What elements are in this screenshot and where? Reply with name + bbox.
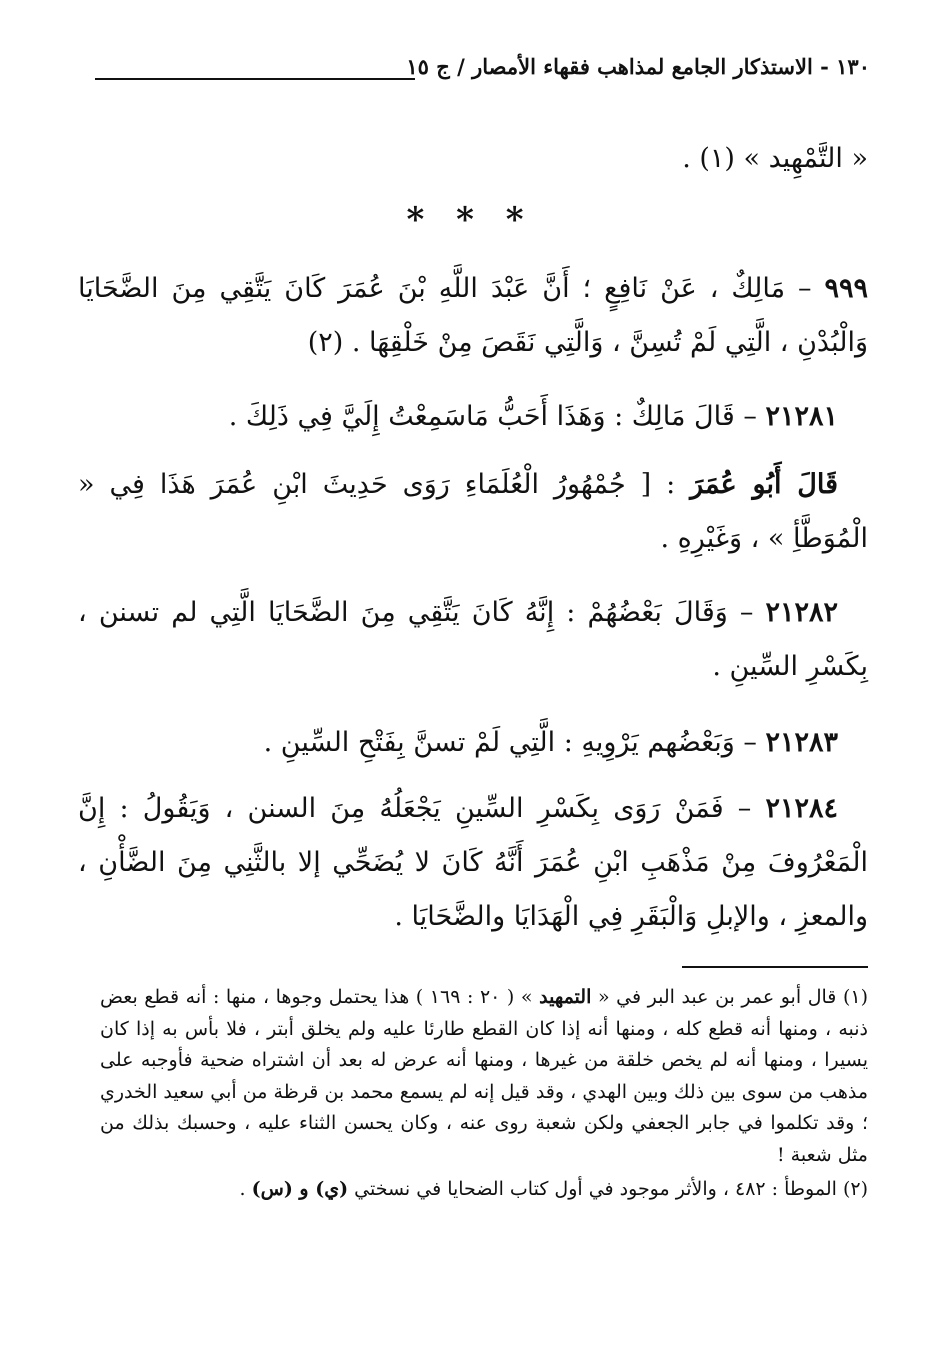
page-header <box>95 54 870 100</box>
paragraph-text: – وَبَعْضُهم يَرْوِيهِ : الَّتِي لَمْ تسنَّ بِفَتْحِ السِّينِ . <box>263 727 757 758</box>
continuation-line: « التَّمْهِيد » (١) . <box>682 143 868 174</box>
footnote-marker: (٢) <box>842 1178 868 1200</box>
paragraph-abu-umar <box>78 458 868 566</box>
footnote-1: (١) قال أبو عمر بن عبد البر في « التمهيد » ( ٢٠ : ١٦٩ ) هذا يحتمل وجوها ، منها : أنه قطع بعض ذنبه ، ومنها أنه قطع كله ، ومنها أنه إذا كان القطع طارئا عليه ولم يخلق أبتر ، فلا بأس به إذا كان يسيرا ، ومنها أنه لم يخص خلقة من غيرها ، ومنها أنه عرض له بعد أن اشتراه ضحية فأوجبه على مذهب من سوى بين ذلك وبين الهدي ، وقد قيل إنه لم يسمع محمد بن قرظة من أبي سعيد الخدري ؛ وقد تكلموا في جابر الجعفي ولكن شعبة روى عنه ، وكان يحسن الثناء عليه ، وحسبك بذلك من مثل شعبة ! <box>100 986 869 1166</box>
section-separator: * * * <box>406 200 534 240</box>
page-number: ١٣٠ <box>836 54 870 79</box>
speaker-lead: قَالَ أَبُو عُمَرَ <box>690 469 838 500</box>
paragraph-number: ٢١٢٨٤ <box>765 793 838 824</box>
footnote-marker: (١) <box>842 986 869 1008</box>
footnote-rule <box>682 966 868 968</box>
paragraph-21282 <box>78 586 868 694</box>
paragraph-text: – قَالَ مَالِكٌ : وَهَذَا أَحَبُّ مَاسَمِعْتُ إِلَيَّ فِي ذَلِكَ . <box>228 401 757 432</box>
footnote-2: (٢) الموطأ : ٤٨٢ ، والأثر موجود في أول كتاب الضحايا في نسختي (ي) و (س) . <box>239 1178 868 1200</box>
paragraph-text: : [ جُمْهُورُ الْعُلَمَاءِ رَوَى حَدِيثَ ابْنِ عُمَرَ هَذَا فِي « الْمُوَطَّأِ » ، وَغَيْرِهِ . <box>78 469 868 554</box>
running-title: ١٣٠ - الاستذكار الجامع لمذاهب فقهاء الأمصار / ج ١٥ <box>406 54 870 79</box>
book-title: الاستذكار الجامع لمذاهب فقهاء الأمصار / ج ١٥ <box>406 54 813 79</box>
paragraph-text: – فَمَنْ رَوَى بِكَسْرِ السِّينِ يَجْعَلُهُ مِنَ السنن ، وَيَقُولُ : إِنَّ الْمَعْرُوفَ مِنْ مَذْهَبِ ابْنِ عُمَرَ أَنَّهُ كَانَ لا يُضَحِّي إلا بالثَّنِي مِنَ الضَّأْنِ ، والمعزِ ، والإبلِ وَالْبَقَرِ فِي الْهَدَايَا والضَّحَايَا . <box>78 793 868 932</box>
header-rule <box>95 78 415 80</box>
paragraph-21281 <box>78 390 868 444</box>
paragraph-number: ٢١٢٨٢ <box>765 597 838 628</box>
paragraph-text: – مَالِكٌ ، عَنْ نَافِعٍ ؛ أَنَّ عَبْدَ اللَّهِ بْنَ عُمَرَ كَانَ يَتَّقِي مِنَ الضَّحَايَا وَالْبُدْنِ ، الَّتِي لَمْ تُسِنَّ ، وَالَّتِي نَقَصَ مِنْ خَلْقِهَا . (٢) <box>78 273 868 358</box>
paragraph-number: ٢١٢٨١ <box>765 401 838 432</box>
hadith-999 <box>78 262 868 370</box>
manuscript-sigla: (ي) و (س) <box>251 1178 349 1200</box>
paragraph-text: – وَقَالَ بَعْضُهُمْ : إِنَّهُ كَانَ يَتَّقِي مِنَ الضَّحَايَا الَّتِي لم تسنن ، بِكَسْرِ السِّينِ . <box>78 597 868 682</box>
paragraph-21284 <box>78 782 868 944</box>
paragraph-21283 <box>78 716 868 770</box>
paragraph-number: ٢١٢٨٣ <box>765 727 838 758</box>
cited-title: التمهيد <box>539 986 592 1008</box>
paragraph-number: ٩٩٩ <box>824 273 868 304</box>
footnotes <box>100 982 868 1206</box>
